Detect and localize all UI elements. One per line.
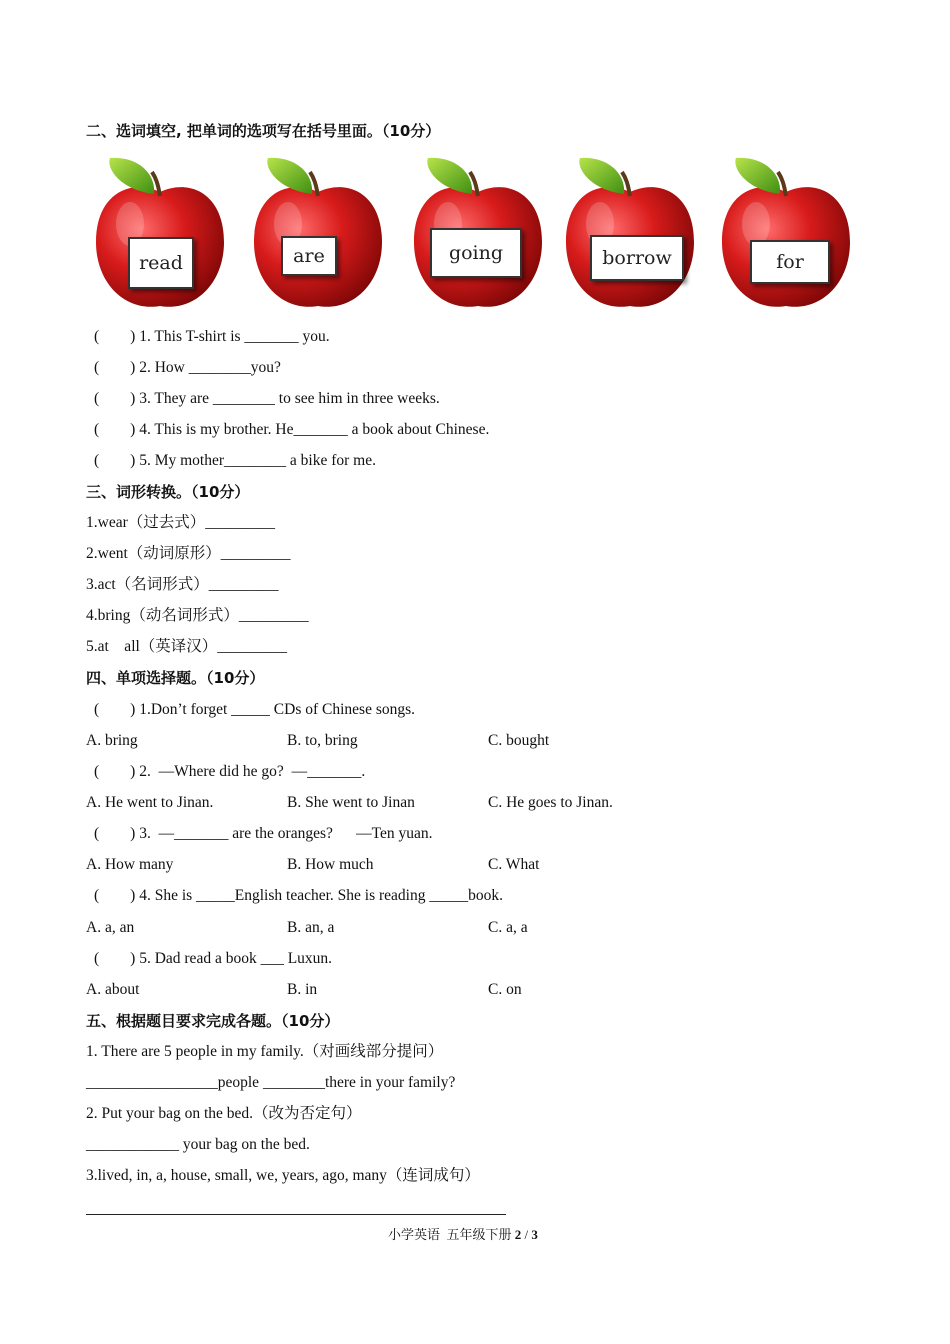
choice-question-2: ( ) 2. —Where did he go? —_______. bbox=[94, 763, 366, 780]
choice-option-a: A. He went to Jinan. bbox=[86, 794, 214, 811]
apple-card-3 bbox=[408, 154, 548, 314]
fill-question-3: ( ) 3. They are ________ to see him in three weeks. bbox=[94, 390, 440, 407]
page-total: 3 bbox=[531, 1227, 538, 1242]
choice-option-c: C. What bbox=[488, 856, 540, 873]
choice-question-1: ( ) 1.Don’t forget _____ CDs of Chinese songs. bbox=[94, 701, 416, 718]
section2-title: 二、选词填空, 把单词的选项写在括号里面。（10分） bbox=[86, 122, 441, 140]
task-line-1: 1. There are 5 people in my family.（对画线部分提问） bbox=[86, 1043, 444, 1060]
page-separator: / bbox=[521, 1227, 532, 1242]
section3-title: 三、词形转换。（10分） bbox=[86, 483, 250, 501]
section5-title: 五、根据题目要求完成各题。（10分） bbox=[86, 1012, 340, 1030]
fill-question-4: ( ) 4. This is my brother. He_______ a book about Chinese. bbox=[94, 421, 490, 438]
choice-question-3: ( ) 3. —_______ are the oranges? —Ten yuan. bbox=[94, 825, 433, 842]
word-form-item-2: 2.went（动词原形）_________ bbox=[86, 545, 291, 562]
apple-icon bbox=[560, 154, 700, 314]
task-line-2: _________________people ________there in your family? bbox=[86, 1074, 456, 1091]
choice-option-b: B. How much bbox=[287, 856, 374, 873]
word-tag-borrow: borrow bbox=[590, 235, 684, 281]
section4-title: 四、单项选择题。（10分） bbox=[86, 669, 265, 687]
apple-icon bbox=[716, 154, 856, 314]
fill-question-5: ( ) 5. My mother________ a bike for me. bbox=[94, 452, 376, 469]
answer-line bbox=[86, 1214, 506, 1215]
task-line-3: 2. Put your bag on the bed.（改为否定句） bbox=[86, 1105, 362, 1122]
task-line-5: 3.lived, in, a, house, small, we, years, ago, many（连词成句） bbox=[86, 1167, 480, 1184]
page-number: 2 bbox=[514, 1227, 522, 1242]
choice-option-b: B. an, a bbox=[287, 919, 335, 936]
word-form-item-1: 1.wear（过去式）_________ bbox=[86, 514, 275, 531]
apple-card-2 bbox=[248, 154, 388, 314]
word-tag-for: for bbox=[750, 240, 830, 284]
choice-option-c: C. He goes to Jinan. bbox=[488, 794, 613, 811]
word-tag-going: going bbox=[430, 228, 522, 278]
word-form-item-4: 4.bring（动名词形式）_________ bbox=[86, 607, 309, 624]
apple-card-5 bbox=[716, 154, 856, 314]
word-tag-are: are bbox=[281, 236, 337, 276]
choice-option-c: C. bought bbox=[488, 732, 550, 749]
choice-option-a: A. bring bbox=[86, 732, 138, 749]
task-line-4: ____________ your bag on the bed. bbox=[86, 1136, 310, 1153]
choice-option-b: B. in bbox=[287, 981, 318, 998]
choice-option-a: A. about bbox=[86, 981, 140, 998]
word-tag-read: read bbox=[128, 237, 194, 289]
fill-question-1: ( ) 1. This T-shirt is _______ you. bbox=[94, 328, 330, 345]
choice-question-5: ( ) 5. Dad read a book ___ Luxun. bbox=[94, 950, 333, 967]
choice-option-b: B. She went to Jinan bbox=[287, 794, 415, 811]
choice-option-b: B. to, bring bbox=[287, 732, 358, 749]
choice-option-a: A. How many bbox=[86, 856, 174, 873]
choice-option-c: C. a, a bbox=[488, 919, 528, 936]
choice-question-4: ( ) 4. She is _____English teacher. She is reading _____book. bbox=[94, 887, 503, 904]
word-form-item-5: 5.at all（英译汉）_________ bbox=[86, 638, 288, 655]
apple-icon bbox=[90, 154, 230, 314]
apple-card-1 bbox=[90, 154, 230, 314]
fill-question-2: ( ) 2. How ________you? bbox=[94, 359, 281, 376]
apple-card-4 bbox=[560, 154, 700, 314]
page-footer bbox=[388, 1224, 538, 1243]
apple-icon bbox=[248, 154, 388, 314]
footer-text: 小学英语 五年级下册 bbox=[388, 1227, 515, 1242]
word-form-item-3: 3.act（名词形式）_________ bbox=[86, 576, 279, 593]
choice-option-a: A. a, an bbox=[86, 919, 135, 936]
choice-option-c: C. on bbox=[488, 981, 522, 998]
